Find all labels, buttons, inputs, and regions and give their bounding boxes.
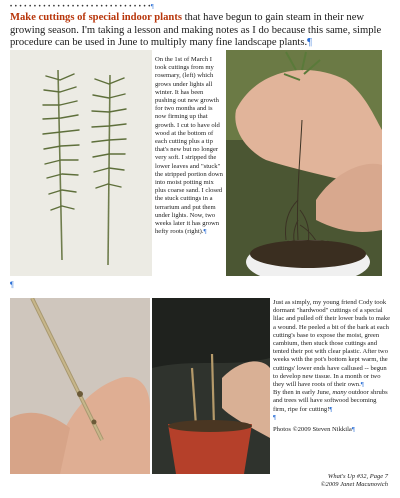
photo-credit: Photos ©2009 Steven Nikkila¶ [273, 426, 355, 434]
rosemary-description: On the 1st of March I took cuttings from my rosemary, (left) which grows under lights all winter. It has been pushing out new growth for two months and is now firming up that growth. I cut to have old wood at the bottom of each cutting plus a tip that's new but no longer very soft. I stripped the lower leaves and "stuck" the stripped portion down into moist potting mix plus coarse sand. I closed the stuck cuttings in a terrarium and put them under lights. Now, two weeks later it has grown hefty roots (right).¶ [155, 56, 223, 236]
intro-lead: Make cuttings of special indoor plants [10, 12, 182, 23]
lilac-description [273, 299, 391, 434]
potted-cuttings-photo [152, 298, 270, 474]
rosemary-cuttings-photo [10, 50, 152, 276]
footer-issue: What's Up #32, Page 7 [327, 473, 388, 480]
june-paragraph: By then in early June, many outdoor shrubs and trees will have softwood becoming firm, ripe for cutting!¶ [273, 389, 388, 413]
intro-text: that have begun to gain steam in their new growing season. I'm taking a lesson and making notes as I do because this same, simple procedure can be used in June to multiply many fine landscape plants. [10, 12, 382, 49]
rooted-cutting-photo [226, 50, 382, 276]
intro-paragraph: Make cuttings of special indoor plants that have begun to gain steam in their new growing season. I'm taking a lesson and making notes as I do because this same, simple procedure can be used in June to multiply many fine landscape plants.¶ [10, 12, 382, 49]
lilac-paragraph: Just as simply, my young friend Cody took dormant "hardwood" cuttings of a special lilac and pulled off their lower buds to make a wound. He peeled a bit of the bark at each cutting's base to expose the moist, green cambium, then stuck those cuttings and tented their pot with clear plastic. After two weeks with the pot's bottom kept warm, the cuttings' lower ends have callused -- begun to develop new tissue. In a month or two they will have roots of their own.¶ [273, 299, 391, 389]
page-footer [321, 473, 388, 488]
paragraph-mark: ¶ [10, 280, 14, 289]
lilac-cutting-photo [10, 298, 150, 474]
footer-copyright: ©2009 Janet Macunovich [320, 480, 388, 488]
empty-paragraph-mark: ¶ [273, 413, 276, 421]
top-dotted-rule: • • • • • • • • • • • • • • • • • • • • • • • • • • • • • •¶ [10, 4, 155, 10]
